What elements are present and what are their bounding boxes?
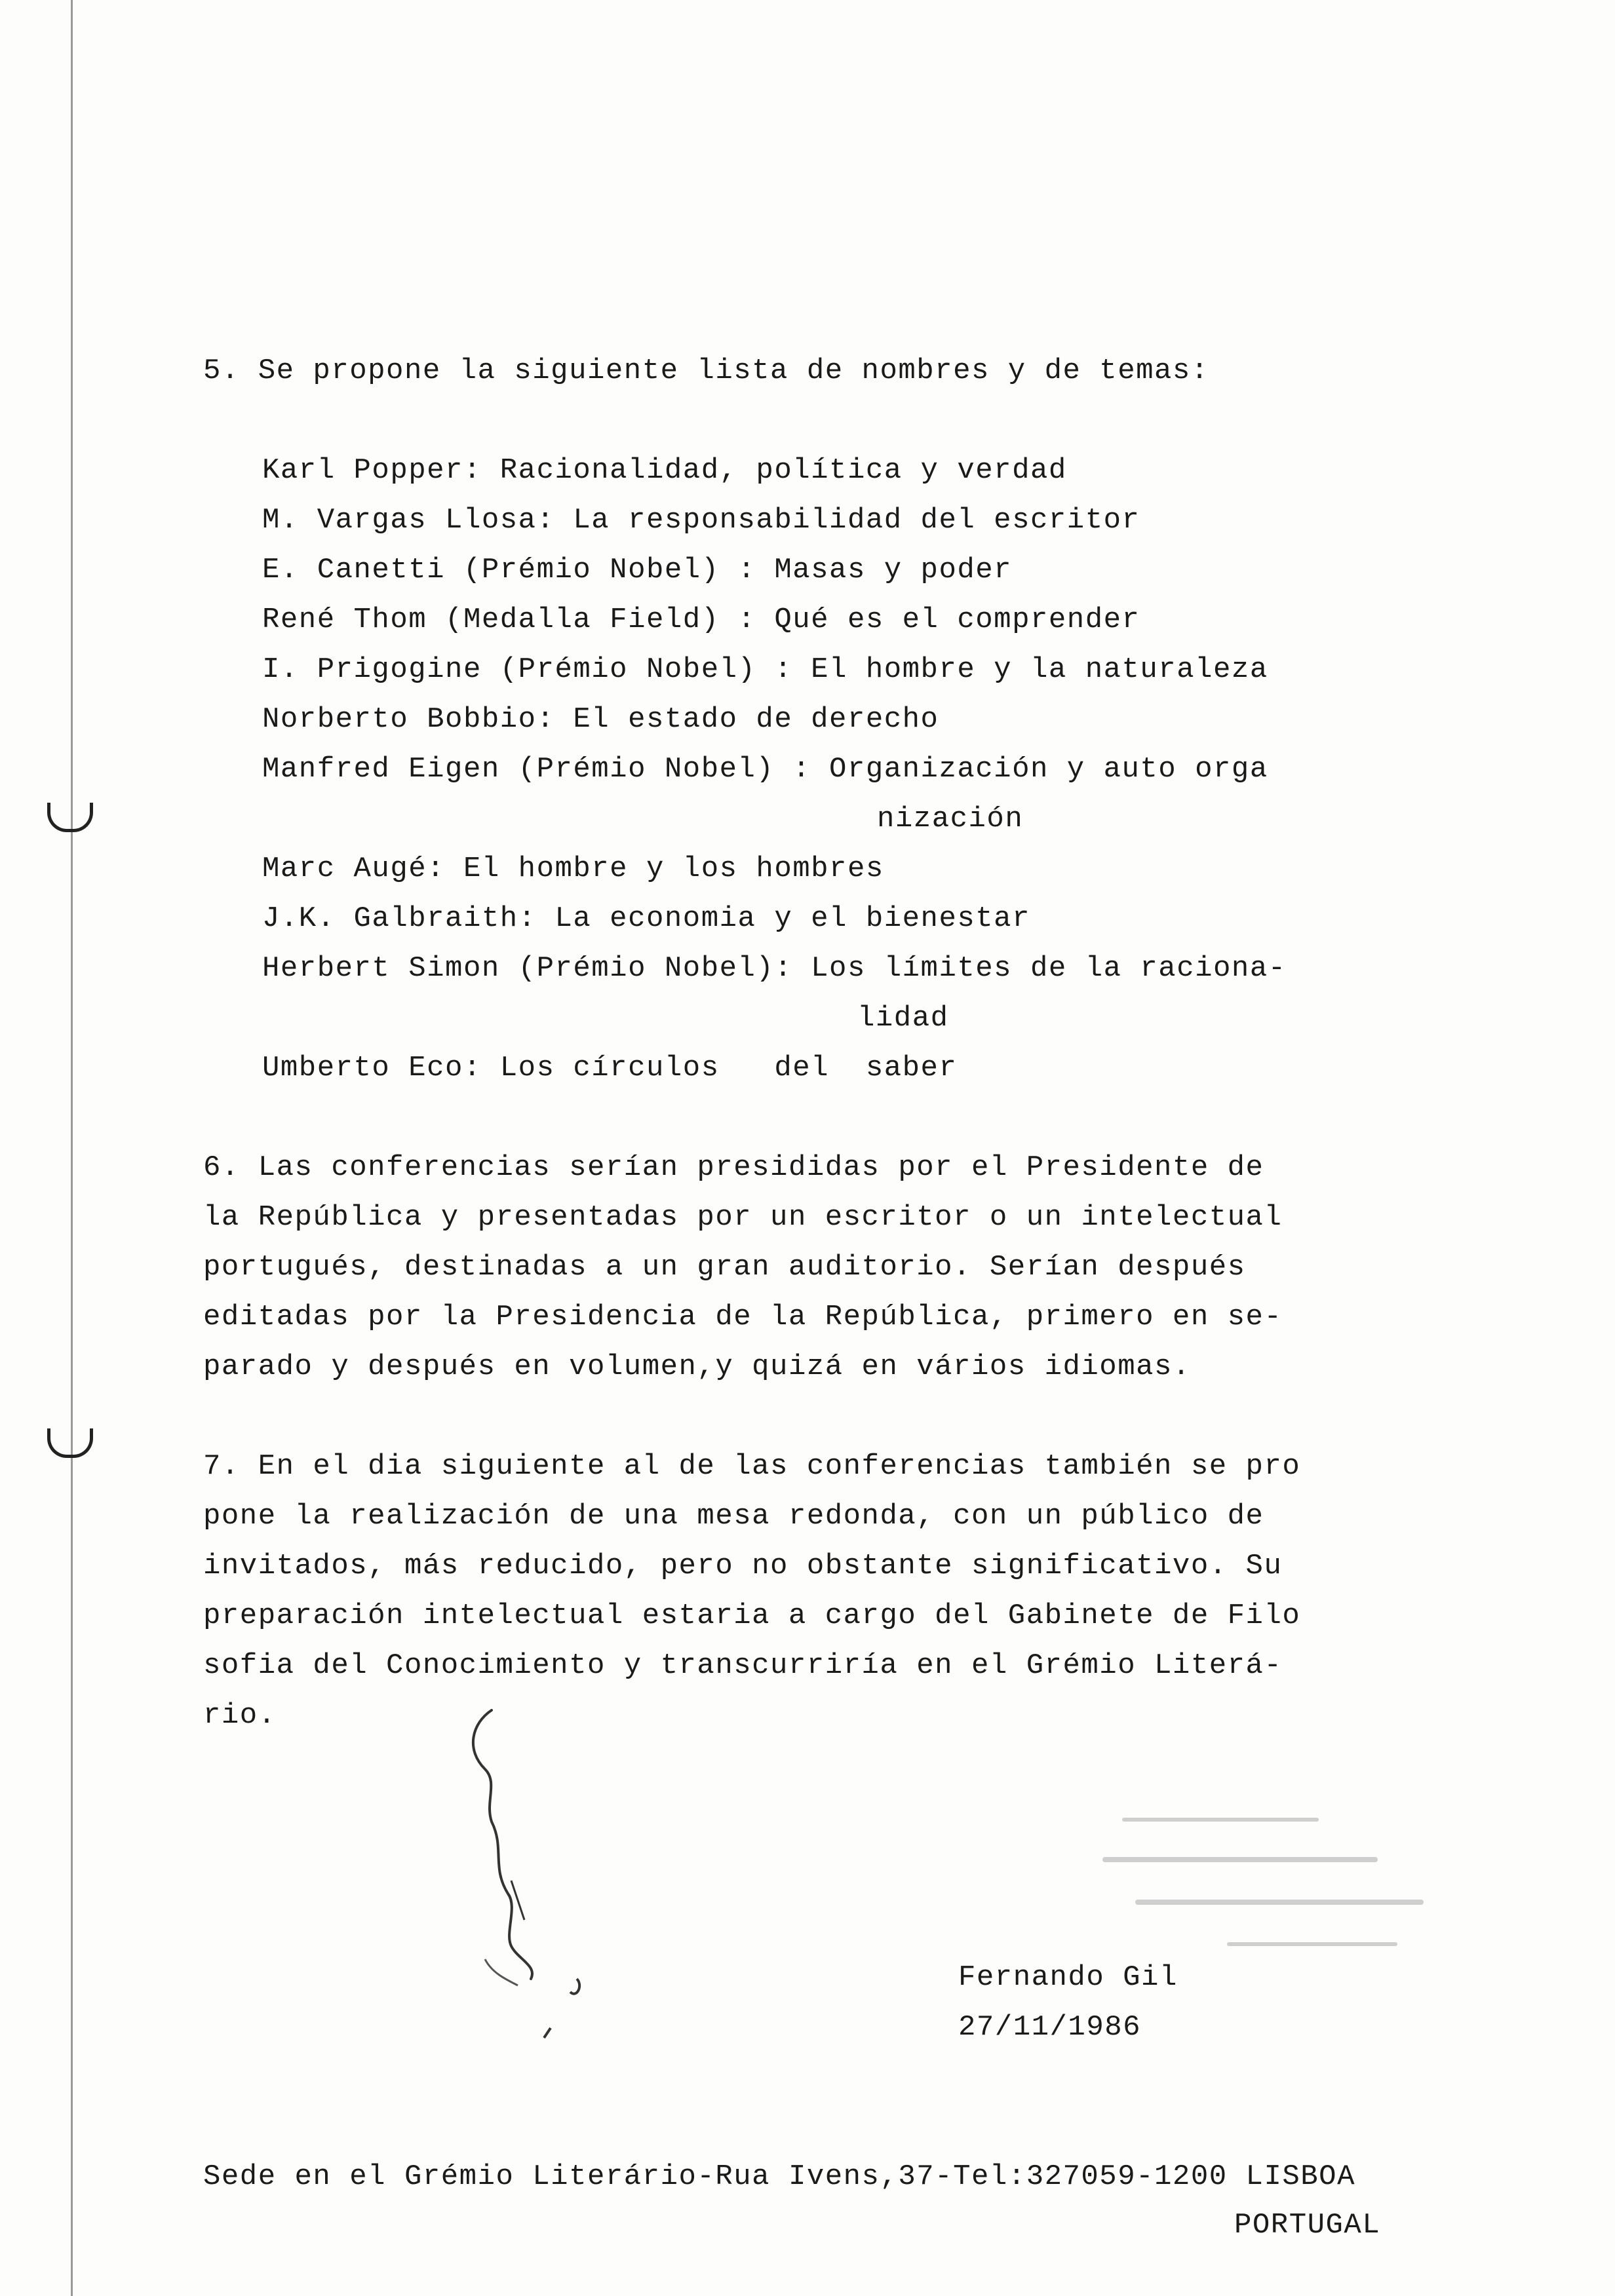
list-item-continuation: lidad [857,1002,949,1035]
handwritten-signature [446,1697,616,2051]
section6-line: portugués, destinadas a un gran auditorio. Serían después [203,1251,1246,1284]
section5-intro: 5. Se propone la siguiente lista de nombres y de temas: [203,354,1209,387]
binder-hole-mark [47,803,93,832]
faded-stamp [1049,1776,1416,1972]
section7-line: 7. En el dia siguiente al de las conferencias también se pro [203,1450,1301,1483]
list-item: Marc Augé: El hombre y los hombres [262,852,884,885]
signature-name: Fernando Gil [958,1961,1178,1994]
list-item: Norberto Bobbio: El estado de derecho [262,703,939,736]
list-item: E. Canetti (Prémio Nobel) : Masas y poder [262,554,1013,586]
section7-line: pone la realización de una mesa redonda, con un público de [203,1500,1264,1533]
list-item: Karl Popper: Racionalidad, política y verdad [262,454,1067,487]
list-item: J.K. Galbraith: La economia y el bienestar [262,902,1030,935]
signature-date: 27/11/1986 [958,2011,1142,2044]
section7-line: rio. [203,1699,277,1732]
list-item: Manfred Eigen (Prémio Nobel) : Organización y auto orga [262,753,1268,786]
binder-line [71,0,73,2296]
section6-line: editadas por la Presidencia de la República, primero en se- [203,1301,1283,1333]
list-item: M. Vargas Llosa: La responsabilidad del escritor [262,504,1140,537]
list-item: Herbert Simon (Prémio Nobel): Los límites de la raciona- [262,952,1287,985]
list-item: I. Prigogine (Prémio Nobel) : El hombre y la naturaleza [262,653,1268,686]
section7-line: preparación intelectual estaria a cargo del Gabinete de Filo [203,1599,1301,1632]
section6-line: la República y presentadas por un escritor o un intelectual [203,1201,1283,1234]
binder-hole-mark [47,1428,93,1458]
footer-address: Sede en el Grémio Literário-Rua Ivens,37-Tel:327059-1200 LISBOA [203,2160,1355,2193]
section7-line: sofia del Conocimiento y transcurriría en el Grémio Literá- [203,1649,1283,1682]
list-item: Umberto Eco: Los círculos del saber [262,1052,958,1084]
section7-line: invitados, más reducido, pero no obstante significativo. Su [203,1550,1283,1582]
section6-line: 6. Las conferencias serían presididas por el Presidente de [203,1151,1264,1184]
list-item: René Thom (Medalla Field) : Qué es el comprender [262,603,1140,636]
section6-line: parado y después en volumen,y quizá en vários idiomas. [203,1350,1191,1383]
list-item-continuation: nización [877,803,1024,835]
footer-country: PORTUGAL [1234,2209,1381,2242]
